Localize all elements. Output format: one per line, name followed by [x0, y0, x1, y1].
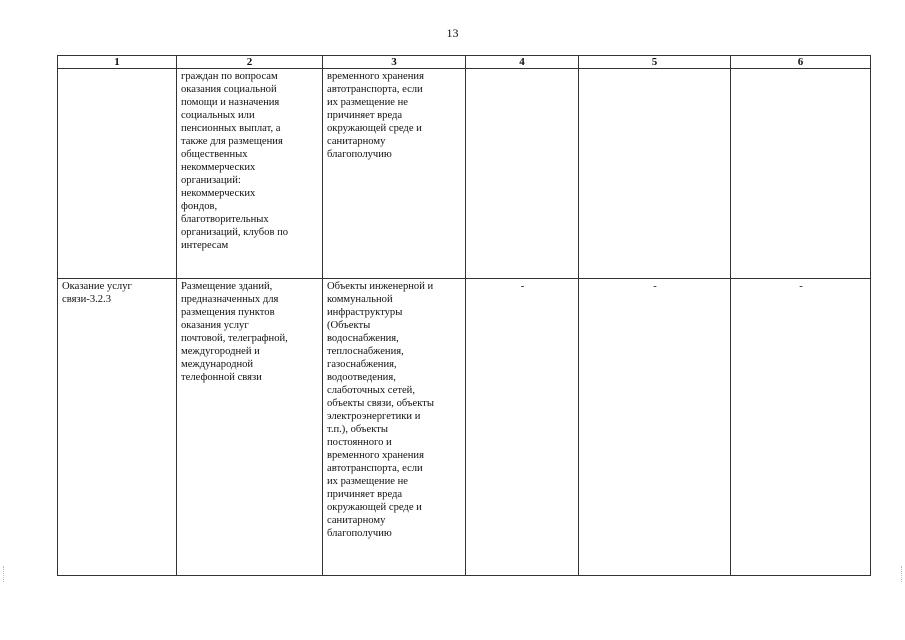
- column-header-1: 1: [58, 56, 177, 69]
- table-cell: [579, 69, 731, 279]
- column-header-5: 5: [579, 56, 731, 69]
- table-cell: граждан по вопросам оказания социальной помощи и назначения социальных или пенсионных выплат, а также для размещения общественных некоммерческих организаций: некоммерческих фондов, благотворительных организаций, клубов по интересам: [177, 69, 323, 279]
- table-row: [58, 279, 871, 576]
- scan-edge-mark-left: [3, 566, 5, 582]
- table-header-row: [58, 56, 871, 69]
- table-cell: [58, 69, 177, 279]
- table-cell: временного хранения автотранспорта, если их размещение не причиняет вреда окружающей среде и санитарному благополучию: [323, 69, 466, 279]
- land-use-table: [57, 55, 871, 576]
- table-cell: Размещение зданий, предназначенных для размещения пунктов оказания услуг почтовой, телеграфной, междугородней и международной телефонной связи: [177, 279, 323, 576]
- table-cell: -: [731, 279, 871, 576]
- table-cell: -: [579, 279, 731, 576]
- table-cell: -: [466, 279, 579, 576]
- scan-edge-mark-right: [901, 566, 903, 582]
- column-header-6: 6: [731, 56, 871, 69]
- table-cell: [466, 69, 579, 279]
- table-cell: Объекты инженерной и коммунальной инфраструктуры (Объекты водоснабжения, теплоснабжения, газоснабжения, водоотведения, слаботочных сетей, объекты связи, объекты электроэнергетики и т.п.), объекты постоянного и временного хранения автотранспорта, если их размещение не причиняет вреда окружающей среде и санитарному благополучию: [323, 279, 466, 576]
- table-row: [58, 69, 871, 279]
- table-cell: Оказание услуг связи-3.2.3: [58, 279, 177, 576]
- column-header-2: 2: [177, 56, 323, 69]
- table-cell: [731, 69, 871, 279]
- column-header-3: 3: [323, 56, 466, 69]
- column-header-4: 4: [466, 56, 579, 69]
- page-number: 13: [446, 26, 459, 40]
